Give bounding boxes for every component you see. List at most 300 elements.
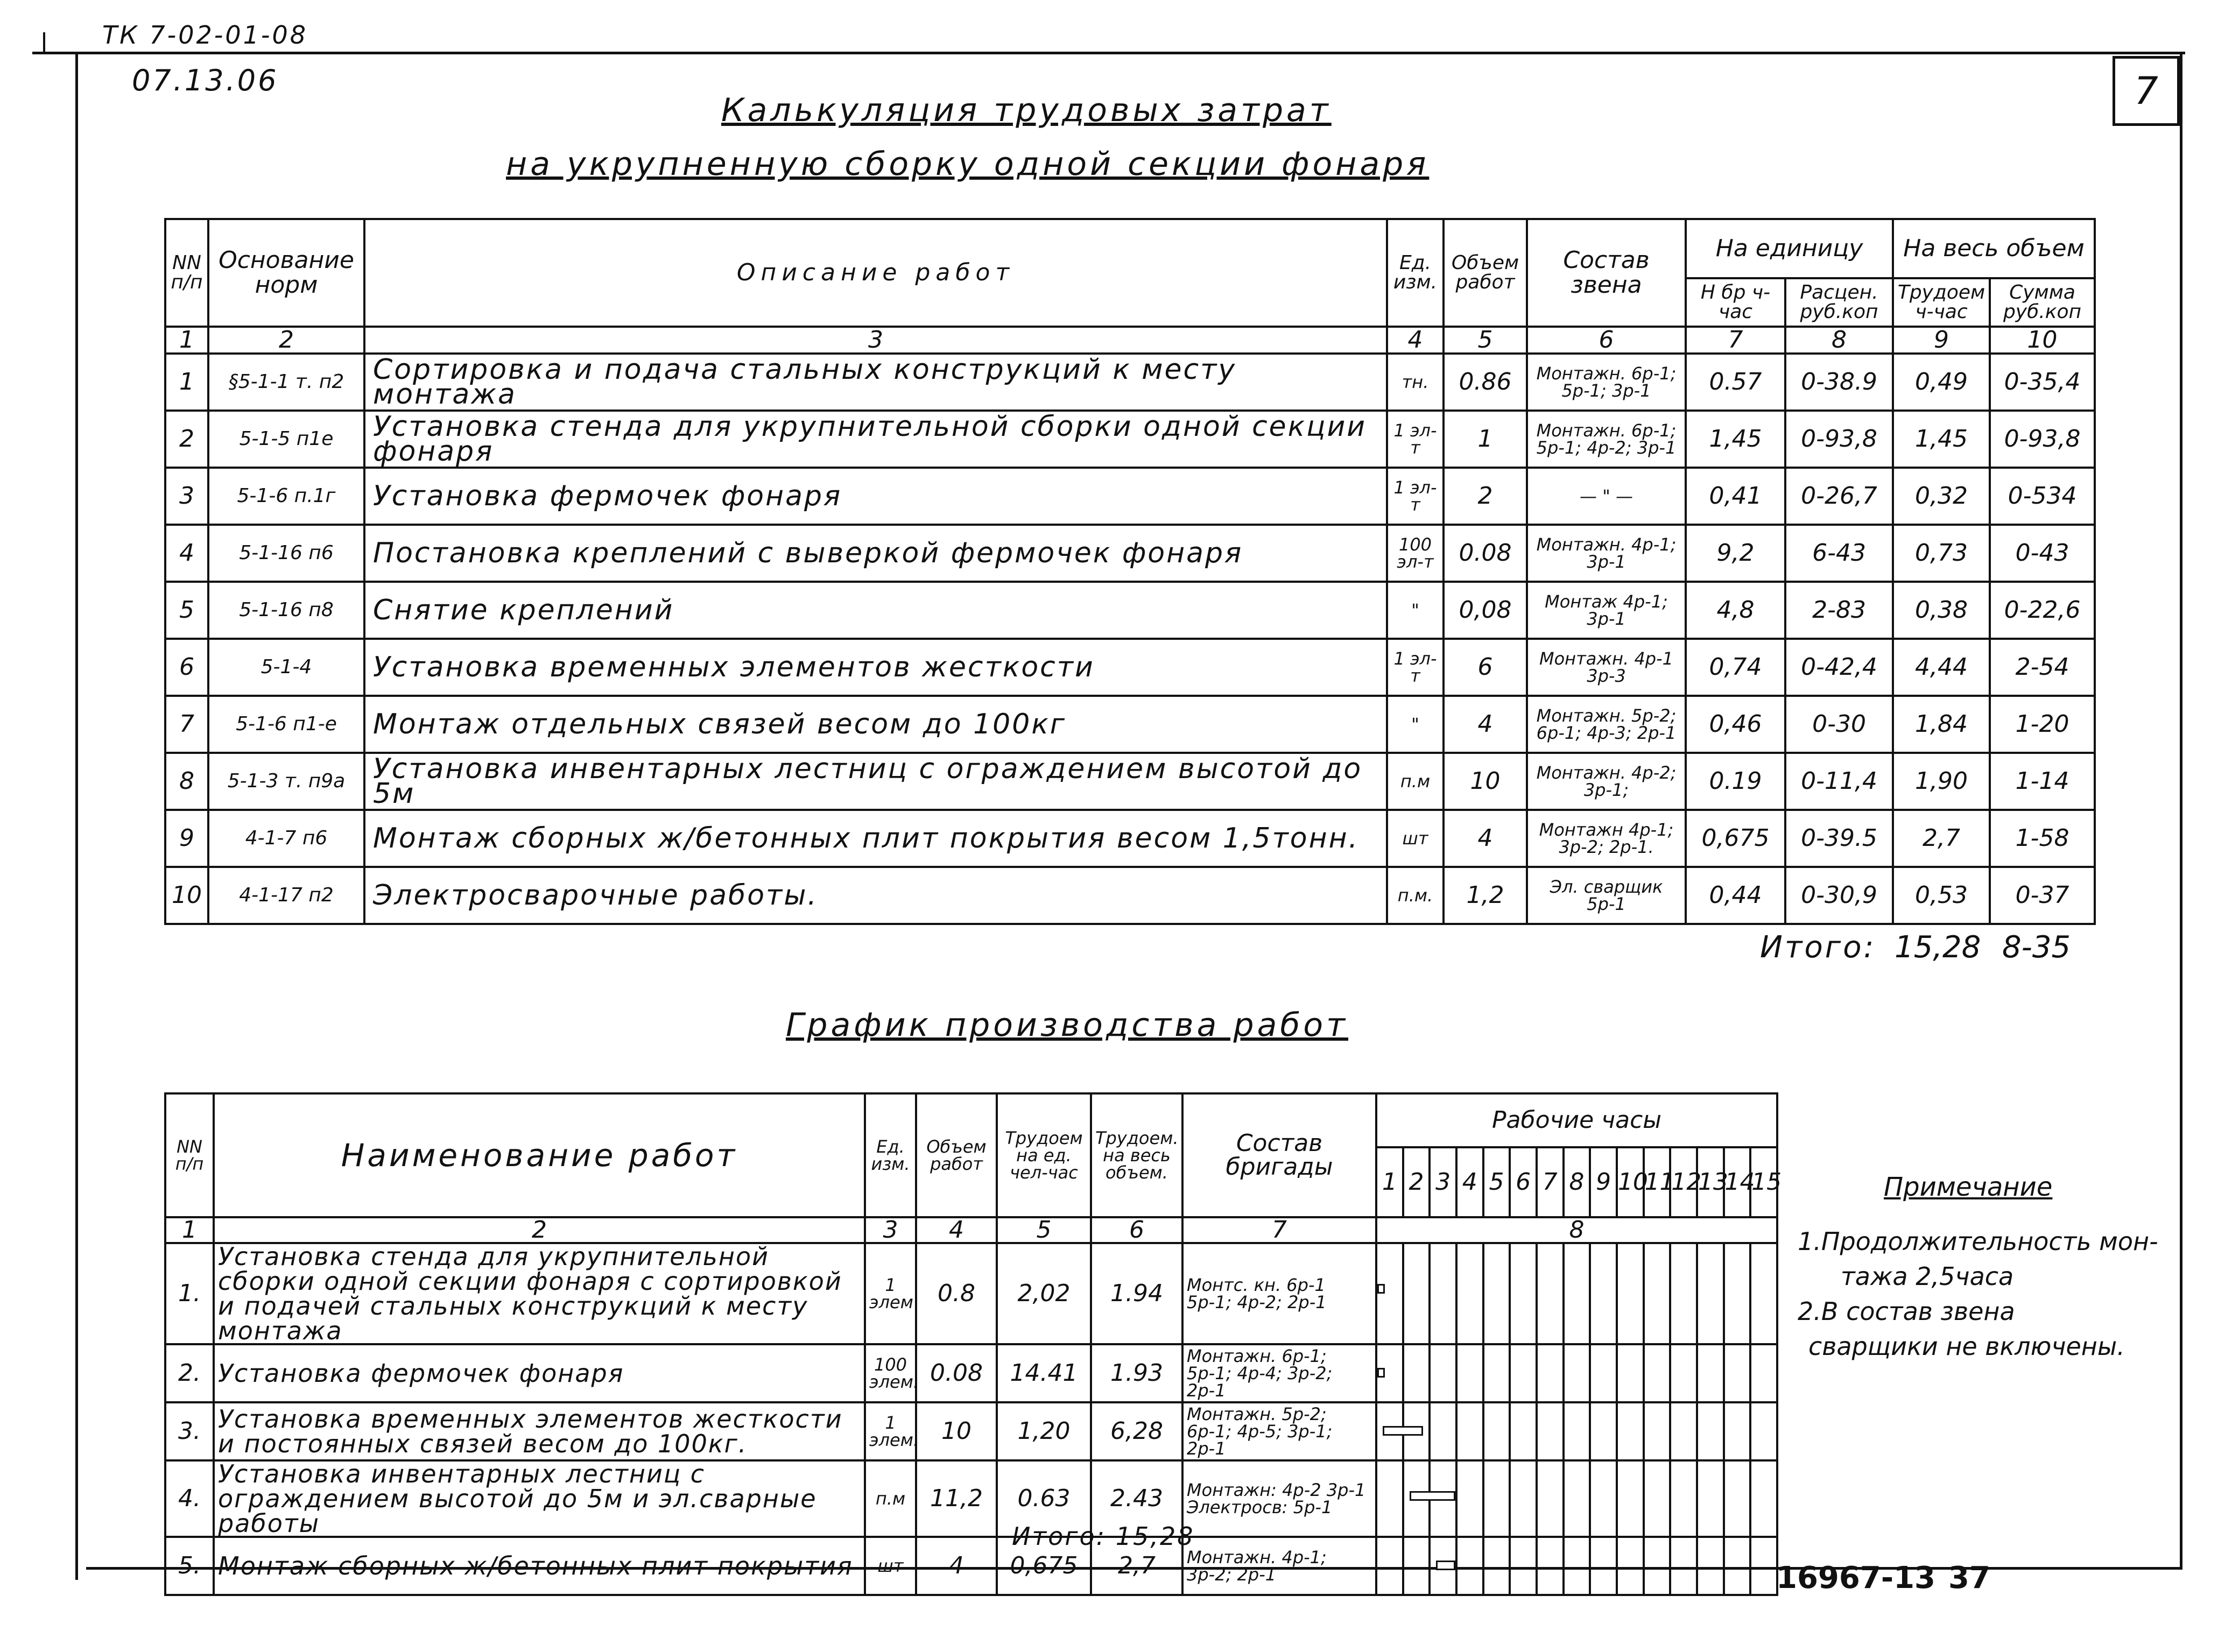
row-rate: 0-26,7 — [1785, 468, 1893, 525]
hour-cell — [1564, 1537, 1590, 1595]
row-sum: 0-35,4 — [1990, 354, 2095, 411]
frame-left-tick — [43, 32, 45, 54]
row-labor: 0,73 — [1893, 525, 1990, 582]
row-sum: 0-22,6 — [1990, 582, 2095, 639]
sched-col-number: 3 — [865, 1217, 916, 1243]
hour-cell — [1750, 1344, 1777, 1402]
calc-table — [164, 218, 2096, 925]
gantt-bar — [1377, 1284, 1385, 1294]
col-per-unit-header: На единицу — [1686, 219, 1893, 278]
sched-row-labor-total: 1.93 — [1091, 1344, 1182, 1402]
notes-line2: тажа 2,5часа — [1841, 1262, 2014, 1291]
row-volume: 6 — [1444, 639, 1527, 696]
sched-row-volume: 0.08 — [916, 1344, 997, 1402]
hour-label: 7 — [1537, 1147, 1564, 1217]
hour-cell — [1376, 1402, 1403, 1460]
sched-row-name: Установка стенда для укрупнительной сборки одной секции фонаря с сортировкой и подачей стальных конструкций к месту монтажа — [214, 1243, 865, 1344]
row-norm-hours: 0,41 — [1686, 468, 1785, 525]
hour-label: 4 — [1456, 1147, 1483, 1217]
row-sum: 0-93,8 — [1990, 411, 2095, 468]
hour-cell — [1537, 1460, 1564, 1537]
row-description: Установка фермочек фонаря — [364, 468, 1387, 525]
row-unit: 1 эл-т — [1387, 468, 1444, 525]
sched-total-value: 15,28 — [1115, 1522, 1195, 1551]
col-number: 10 — [1990, 327, 2095, 354]
row-crew: Монтаж 4р-1; 3р-1 — [1527, 582, 1686, 639]
hour-cell — [1430, 1344, 1456, 1402]
row-sum: 0-43 — [1990, 525, 2095, 582]
sched-col-number: 7 — [1182, 1217, 1376, 1243]
sched-row-volume: 4 — [916, 1537, 997, 1595]
gantt-bar — [1377, 1368, 1385, 1378]
hour-cell — [1670, 1344, 1697, 1402]
calc-row — [165, 354, 2095, 411]
hour-cell — [1670, 1402, 1697, 1460]
row-number: 9 — [165, 810, 208, 867]
row-rate: 0-30 — [1785, 696, 1893, 753]
row-basis: 5-1-16 п6 — [208, 525, 364, 582]
page-number-text: 7 — [2134, 69, 2158, 113]
row-norm-hours: 9,2 — [1686, 525, 1785, 582]
hour-label: 5 — [1483, 1147, 1510, 1217]
row-number: 4 — [165, 525, 208, 582]
row-rate: 0-42,4 — [1785, 639, 1893, 696]
calc-table-body — [165, 354, 2095, 924]
hour-cell — [1403, 1243, 1430, 1344]
row-description: Установка стенда для укрупнительной сборки одной секции фонаря — [364, 411, 1387, 468]
row-norm-hours: 0,74 — [1686, 639, 1785, 696]
row-sum: 2-54 — [1990, 639, 2095, 696]
row-number: 5 — [165, 582, 208, 639]
calc-row — [165, 411, 2095, 468]
row-labor: 0,38 — [1893, 582, 1990, 639]
sched-row-unit: шт — [865, 1537, 916, 1595]
calc-total-label: Итого: — [1760, 930, 1876, 965]
col-norm-hours-header: Н бр ч-час — [1686, 278, 1785, 327]
row-norm-hours: 1,45 — [1686, 411, 1785, 468]
hour-cell — [1724, 1243, 1751, 1344]
sched-volume-header: Объем работ — [916, 1093, 997, 1217]
row-number: 1 — [165, 354, 208, 411]
sched-labor-total-header: Трудоем. на весь объем. — [1091, 1093, 1182, 1217]
row-labor: 0,53 — [1893, 867, 1990, 924]
page-number — [2113, 56, 2180, 126]
hour-cell — [1590, 1243, 1617, 1344]
row-sum: 1-20 — [1990, 696, 2095, 753]
hour-cell — [1376, 1243, 1403, 1344]
hour-cell — [1590, 1537, 1617, 1595]
sched-row-number: 4. — [165, 1460, 214, 1537]
hour-cell — [1644, 1243, 1671, 1344]
hour-cell — [1697, 1537, 1724, 1595]
hour-cell — [1510, 1243, 1537, 1344]
row-labor: 4,44 — [1893, 639, 1990, 696]
sched-row-labor-unit: 2,02 — [997, 1243, 1091, 1344]
hour-cell — [1430, 1537, 1456, 1595]
row-rate: 0-38.9 — [1785, 354, 1893, 411]
sched-unit-header: Ед. изм. — [865, 1093, 916, 1217]
calc-row — [165, 696, 2095, 753]
row-volume: 1,2 — [1444, 867, 1527, 924]
hour-label: 13 — [1697, 1147, 1724, 1217]
hour-cell — [1376, 1344, 1403, 1402]
col-number: 6 — [1527, 327, 1686, 354]
hour-cell — [1510, 1344, 1537, 1402]
sched-row-number: 5. — [165, 1537, 214, 1595]
calc-row — [165, 810, 2095, 867]
hour-cell — [1564, 1243, 1590, 1344]
hour-cell — [1670, 1460, 1697, 1537]
hour-cell — [1670, 1537, 1697, 1595]
row-number: 6 — [165, 639, 208, 696]
row-unit: 100 эл-т — [1387, 525, 1444, 582]
hour-cell — [1590, 1402, 1617, 1460]
hour-cell — [1617, 1243, 1644, 1344]
sched-row-crew: Монтс. кн. 6р-1 5р-1; 4р-2; 2р-1 — [1182, 1243, 1376, 1344]
hour-cell — [1697, 1243, 1724, 1344]
hour-cell — [1483, 1460, 1510, 1537]
hour-cell — [1430, 1460, 1456, 1537]
frame-right-line — [2180, 52, 2182, 1569]
hour-cell — [1590, 1460, 1617, 1537]
hour-label: 3 — [1430, 1147, 1456, 1217]
hour-cell — [1483, 1537, 1510, 1595]
sched-total — [1012, 1522, 1195, 1551]
row-number: 8 — [165, 753, 208, 810]
col-volume-header: Объем работ — [1444, 219, 1527, 327]
hour-cell — [1617, 1460, 1644, 1537]
hour-cell — [1376, 1460, 1403, 1537]
sched-hours-header: Рабочие часы — [1376, 1093, 1777, 1147]
sched-row-name: Установка инвентарных лестниц с ограждением высотой до 5м и эл.сварные работы — [214, 1460, 865, 1537]
col-number: 7 — [1686, 327, 1785, 354]
sched-crew-header: Состав бригады — [1182, 1093, 1376, 1217]
row-volume: 0.08 — [1444, 525, 1527, 582]
calc-row — [165, 867, 2095, 924]
row-description: Монтаж отдельных связей весом до 100кг — [364, 696, 1387, 753]
row-crew: Монтажн. 5р-2; 6р-1; 4р-3; 2р-1 — [1527, 696, 1686, 753]
sched-num-header: NN п/п — [165, 1093, 214, 1217]
row-labor: 1,84 — [1893, 696, 1990, 753]
hour-cell — [1724, 1402, 1751, 1460]
hour-label: 14 — [1724, 1147, 1751, 1217]
calc-total-sum: 8-35 — [2002, 930, 2071, 965]
row-volume: 10 — [1444, 753, 1527, 810]
row-sum: 0-37 — [1990, 867, 2095, 924]
row-description: Установка инвентарных лестниц с ограждением высотой до 5м — [364, 753, 1387, 810]
row-crew: Монтажн. 6р-1; 5р-1; 4р-2; 3р-1 — [1527, 411, 1686, 468]
row-basis: §5-1-1 т. п2 — [208, 354, 364, 411]
row-norm-hours: 0,46 — [1686, 696, 1785, 753]
row-volume: 4 — [1444, 696, 1527, 753]
hour-cell — [1537, 1243, 1564, 1344]
row-unit: 1 эл-т — [1387, 411, 1444, 468]
hour-cell — [1483, 1402, 1510, 1460]
row-description: Постановка креплений с выверкой фермочек фонаря — [364, 525, 1387, 582]
row-norm-hours: 0,44 — [1686, 867, 1785, 924]
sched-col-number: 1 — [165, 1217, 214, 1243]
col-unit-header: Ед. изм. — [1387, 219, 1444, 327]
schedule-row — [165, 1402, 1777, 1460]
sched-row-labor-unit: 14.41 — [997, 1344, 1091, 1402]
row-unit: " — [1387, 696, 1444, 753]
hour-cell — [1750, 1460, 1777, 1537]
row-labor: 1,45 — [1893, 411, 1990, 468]
col-number: 5 — [1444, 327, 1527, 354]
hour-cell — [1537, 1537, 1564, 1595]
row-number: 2 — [165, 411, 208, 468]
row-basis: 5-1-5 п1е — [208, 411, 364, 468]
calc-row — [165, 582, 2095, 639]
hour-cell — [1483, 1344, 1510, 1402]
hour-label: 1 — [1376, 1147, 1403, 1217]
col-number: 2 — [208, 327, 364, 354]
col-sum-header: Сумма руб.коп — [1990, 278, 2095, 327]
col-number: 9 — [1893, 327, 1990, 354]
sched-total-label: Итого: — [1012, 1522, 1107, 1551]
notes-line1: 1.Продолжительность мон- — [1798, 1227, 2158, 1256]
hour-cell — [1483, 1243, 1510, 1344]
hour-cell — [1510, 1537, 1537, 1595]
row-description: Установка временных элементов жесткости — [364, 639, 1387, 696]
sched-row-name: Установка фермочек фонаря — [214, 1344, 865, 1402]
hour-cell — [1617, 1402, 1644, 1460]
col-crew-header: Состав звена — [1527, 219, 1686, 327]
hour-cell — [1430, 1243, 1456, 1344]
sched-row-number: 1. — [165, 1243, 214, 1344]
col-number: 4 — [1387, 327, 1444, 354]
hour-cell — [1724, 1460, 1751, 1537]
hour-cell — [1456, 1460, 1483, 1537]
row-unit: п.м — [1387, 753, 1444, 810]
hour-cell — [1564, 1460, 1590, 1537]
sched-labor-unit-header: Трудоем на ед. чел-час — [997, 1093, 1091, 1217]
hour-cell — [1750, 1243, 1777, 1344]
col-labor-header: Трудоем ч-час — [1893, 278, 1990, 327]
hour-cell — [1670, 1243, 1697, 1344]
footer-page: 37 — [1948, 1561, 1990, 1595]
row-unit: п.м. — [1387, 867, 1444, 924]
hour-cell — [1644, 1402, 1671, 1460]
sched-row-volume: 0.8 — [916, 1243, 997, 1344]
calc-row — [165, 525, 2095, 582]
sched-row-crew: Монтажн. 5р-2; 6р-1; 4р-5; 3р-1; 2р-1 — [1182, 1402, 1376, 1460]
sched-row-labor-unit: 1,20 — [997, 1402, 1091, 1460]
row-basis: 5-1-6 п1-е — [208, 696, 364, 753]
row-crew: — " — — [1527, 468, 1686, 525]
row-rate: 0-39.5 — [1785, 810, 1893, 867]
row-crew: Монтажн. 4р-1 3р-3 — [1527, 639, 1686, 696]
row-volume: 2 — [1444, 468, 1527, 525]
row-basis: 5-1-3 т. п9а — [208, 753, 364, 810]
hour-cell — [1750, 1537, 1777, 1595]
row-number: 3 — [165, 468, 208, 525]
sched-row-unit: 1 элем. — [865, 1402, 916, 1460]
sched-row-number: 3. — [165, 1402, 214, 1460]
hour-cell — [1750, 1402, 1777, 1460]
hour-cell — [1724, 1344, 1751, 1402]
row-crew: Монтажн. 6р-1; 5р-1; 3р-1 — [1527, 354, 1686, 411]
sched-col-number: 8 — [1376, 1217, 1777, 1243]
hour-label: 11 — [1644, 1147, 1671, 1217]
row-number: 10 — [165, 867, 208, 924]
row-labor: 0,32 — [1893, 468, 1990, 525]
row-norm-hours: 4,8 — [1686, 582, 1785, 639]
hour-label: 15 — [1750, 1147, 1777, 1217]
row-crew: Монтажн. 4р-2; 3р-1; — [1527, 753, 1686, 810]
row-description: Сортировка и подача стальных конструкций к месту монтажа — [364, 354, 1387, 411]
sched-col-number: 5 — [997, 1217, 1091, 1243]
schedule-title: График производства работ — [786, 1006, 1349, 1044]
notes-title: Примечание — [1884, 1172, 2053, 1202]
col-number: 1 — [165, 327, 208, 354]
calc-row — [165, 639, 2095, 696]
doc-date: 07.13.06 — [132, 63, 279, 97]
hour-cell — [1456, 1344, 1483, 1402]
hour-cell — [1537, 1402, 1564, 1460]
calc-row — [165, 468, 2095, 525]
sched-row-unit: 1 элем — [865, 1243, 916, 1344]
calc-row — [165, 753, 2095, 810]
schedule-row — [165, 1460, 1777, 1537]
hour-cell — [1644, 1344, 1671, 1402]
row-volume: 4 — [1444, 810, 1527, 867]
hour-cell — [1644, 1537, 1671, 1595]
hour-cell — [1430, 1402, 1456, 1460]
notes-line4: сварщики не включены. — [1808, 1332, 2125, 1361]
row-norm-hours: 0.19 — [1686, 753, 1785, 810]
row-crew: Монтажн. 4р-1; 3р-1 — [1527, 525, 1686, 582]
frame-left-line — [75, 52, 78, 1580]
hour-cell — [1617, 1537, 1644, 1595]
schedule-row — [165, 1243, 1777, 1344]
row-labor: 2,7 — [1893, 810, 1990, 867]
row-volume: 0,08 — [1444, 582, 1527, 639]
schedule-table — [164, 1092, 1782, 1596]
row-basis: 5-1-4 — [208, 639, 364, 696]
sched-row-volume: 10 — [916, 1402, 997, 1460]
row-crew: Эл. сварщик 5р-1 — [1527, 867, 1686, 924]
row-basis: 5-1-6 п.1г — [208, 468, 364, 525]
col-number: 8 — [1785, 327, 1893, 354]
row-rate: 0-30,9 — [1785, 867, 1893, 924]
row-sum: 0-534 — [1990, 468, 2095, 525]
hour-cell — [1724, 1537, 1751, 1595]
row-rate: 0-11,4 — [1785, 753, 1893, 810]
doc-code: ТК 7-02-01-08 — [102, 20, 308, 50]
row-unit: 1 эл-т — [1387, 639, 1444, 696]
hour-cell — [1403, 1344, 1430, 1402]
sched-row-crew: Монтажн. 6р-1; 5р-1; 4р-4; 3р-2; 2р-1 — [1182, 1344, 1376, 1402]
hour-cell — [1456, 1537, 1483, 1595]
row-crew: Монтажн 4р-1; 3р-2; 2р-1. — [1527, 810, 1686, 867]
row-sum: 1-58 — [1990, 810, 2095, 867]
hour-cell — [1403, 1460, 1430, 1537]
row-number: 7 — [165, 696, 208, 753]
hour-cell — [1590, 1344, 1617, 1402]
col-total-header: На весь объем — [1893, 219, 2095, 278]
row-unit: тн. — [1387, 354, 1444, 411]
row-sum: 1-14 — [1990, 753, 2095, 810]
sched-row-unit: 100 элем. — [865, 1344, 916, 1402]
row-basis: 4-1-17 п2 — [208, 867, 364, 924]
hour-cell — [1697, 1344, 1724, 1402]
row-norm-hours: 0.57 — [1686, 354, 1785, 411]
sched-row-labor-total: 2,7 — [1091, 1537, 1182, 1595]
sched-row-labor-unit: 0.63 — [997, 1460, 1091, 1537]
hour-label: 8 — [1564, 1147, 1590, 1217]
notes-line3: 2.В состав звена — [1798, 1297, 2015, 1326]
sched-row-labor-total: 2.43 — [1091, 1460, 1182, 1537]
col-rate-header: Расцен. руб.коп — [1785, 278, 1893, 327]
schedule-table-body — [165, 1243, 1777, 1595]
frame-top-line — [32, 52, 2185, 54]
sched-row-name: Установка временных элементов жесткости и постоянных связей весом до 100кг. — [214, 1402, 865, 1460]
row-rate: 6-43 — [1785, 525, 1893, 582]
hour-label: 10 — [1617, 1147, 1644, 1217]
hour-cell — [1376, 1537, 1403, 1595]
hour-cell — [1697, 1460, 1724, 1537]
hour-cell — [1564, 1344, 1590, 1402]
row-unit: шт — [1387, 810, 1444, 867]
sched-row-volume: 11,2 — [916, 1460, 997, 1537]
hour-label: 9 — [1590, 1147, 1617, 1217]
hour-cell — [1456, 1243, 1483, 1344]
schedule-row — [165, 1537, 1777, 1595]
sched-row-crew: Монтажн. 4р-1; 3р-2; 2р-1 — [1182, 1537, 1376, 1595]
hour-cell — [1403, 1402, 1430, 1460]
row-volume: 0.86 — [1444, 354, 1527, 411]
schedule-row — [165, 1344, 1777, 1402]
sched-col-number: 6 — [1091, 1217, 1182, 1243]
sched-row-labor-total: 1.94 — [1091, 1243, 1182, 1344]
hour-cell — [1403, 1537, 1430, 1595]
row-basis: 5-1-16 п8 — [208, 582, 364, 639]
calc-title-line2: на укрупненную сборку одной секции фонаря — [506, 145, 1430, 183]
col-number: 3 — [364, 327, 1387, 354]
sched-row-crew: Монтажн: 4р-2 3р-1 Электросв: 5р-1 — [1182, 1460, 1376, 1537]
row-basis: 4-1-7 п6 — [208, 810, 364, 867]
footer-code: 16967-13 — [1776, 1561, 1935, 1595]
row-rate: 2-83 — [1785, 582, 1893, 639]
col-basis-header: Основание норм — [208, 219, 364, 327]
hour-cell — [1510, 1402, 1537, 1460]
sched-col-number: 4 — [916, 1217, 997, 1243]
sched-row-labor-unit: 0,675 — [997, 1537, 1091, 1595]
sched-row-name: Монтаж сборных ж/бетонных плит покрытия — [214, 1537, 865, 1595]
row-volume: 1 — [1444, 411, 1527, 468]
hour-cell — [1617, 1344, 1644, 1402]
row-rate: 0-93,8 — [1785, 411, 1893, 468]
row-description: Снятие креплений — [364, 582, 1387, 639]
sched-row-number: 2. — [165, 1344, 214, 1402]
col-desc-header: Описание работ — [364, 219, 1387, 327]
hour-cell — [1697, 1402, 1724, 1460]
sched-name-header: Наименование работ — [214, 1093, 865, 1217]
sched-row-unit: п.м — [865, 1460, 916, 1537]
hour-cell — [1456, 1402, 1483, 1460]
hour-cell — [1537, 1344, 1564, 1402]
row-description: Монтаж сборных ж/бетонных плит покрытия весом 1,5тонн. — [364, 810, 1387, 867]
hour-cell — [1510, 1460, 1537, 1537]
hour-cell — [1644, 1460, 1671, 1537]
col-num-header: NN п/п — [165, 219, 208, 327]
sched-row-labor-total: 6,28 — [1091, 1402, 1182, 1460]
calc-title-line1: Калькуляция трудовых затрат — [721, 91, 1332, 129]
row-unit: " — [1387, 582, 1444, 639]
row-labor: 0,49 — [1893, 354, 1990, 411]
row-norm-hours: 0,675 — [1686, 810, 1785, 867]
